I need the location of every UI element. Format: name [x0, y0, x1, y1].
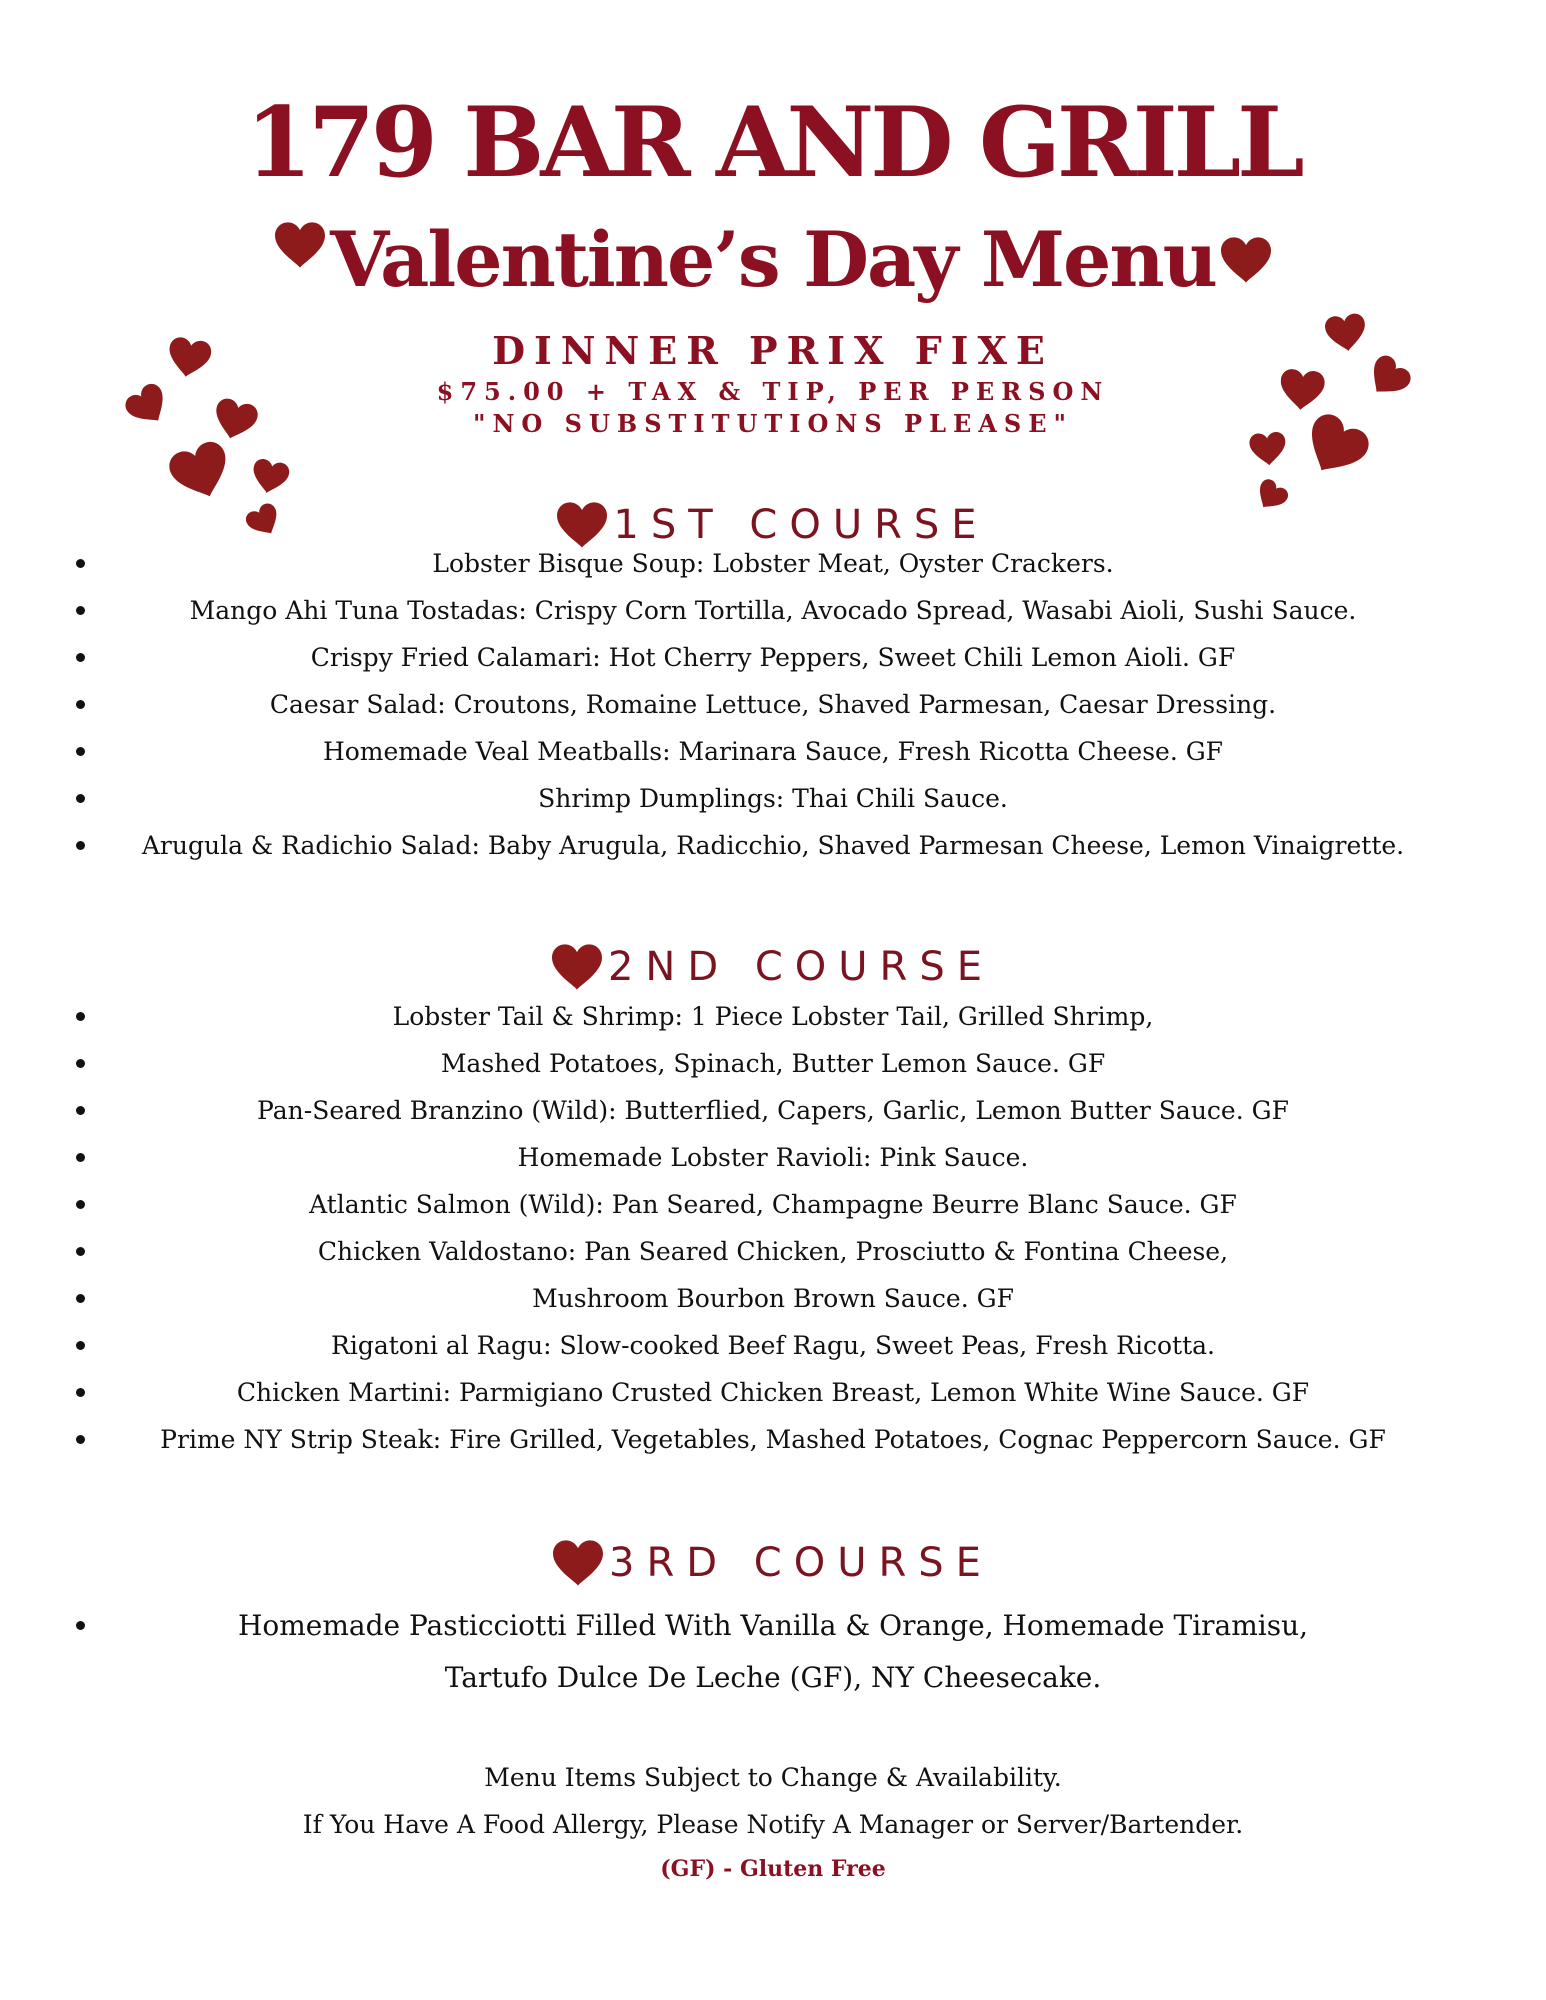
- course-heading-2: [0, 944, 1546, 990]
- heart-icon: [1278, 368, 1325, 412]
- heart-icon: [1324, 311, 1369, 354]
- heart-icon: [165, 335, 213, 382]
- menu-item: Crispy Fried Calamari: Hot Cherry Peppers, Sweet Chili Lemon Aioli. GF: [0, 634, 1546, 681]
- menu-item: Mango Ahi Tuna Tostadas: Crispy Corn Tortilla, Avocado Spread, Wasabi Aioli, Sushi Sauce.: [0, 587, 1546, 634]
- heart-icon: [275, 222, 325, 268]
- subtitle-row: [0, 215, 1546, 304]
- heart-icon: [553, 1540, 603, 1586]
- course-label: 3RD COURSE: [609, 1540, 993, 1586]
- course-3-items: [0, 1600, 1546, 1652]
- course-1-items: [0, 540, 1546, 869]
- menu-item: Chicken Valdostano: Pan Seared Chicken, Prosciutto & Fontina Cheese,: [0, 1228, 1546, 1275]
- heart-icon: [1249, 430, 1288, 467]
- menu-item: Lobster Bisque Soup: Lobster Meat, Oyster Crackers.: [0, 540, 1546, 587]
- course-heading-3: [0, 1540, 1546, 1586]
- menu-item: Pan-Seared Branzino (Wild): Butterflied, Capers, Garlic, Lemon Butter Sauce. GF: [0, 1087, 1546, 1134]
- menu-item: Homemade Pasticciotti Filled With Vanilla & Orange, Homemade Tiramisu,: [0, 1600, 1546, 1652]
- prix-fixe-heading: DINNER PRIX FIXE: [492, 328, 1054, 373]
- heart-icon: [249, 457, 291, 498]
- restaurant-title: 179 BAR AND GRILL: [245, 86, 1301, 199]
- heart-icon: [165, 438, 237, 507]
- menu-item: Mushroom Bourbon Brown Sauce. GF: [0, 1275, 1546, 1322]
- heart-icon: [1221, 237, 1271, 283]
- course-label: 1ST COURSE: [613, 502, 989, 548]
- menu-item: Caesar Salad: Croutons, Romaine Lettuce, Shaved Parmesan, Caesar Dressing.: [0, 681, 1546, 728]
- menu-subtitle: Valentine’s Day Menu: [330, 215, 1216, 304]
- menu-item-continuation: Tartufo Dulce De Leche (GF), NY Cheesecake.: [444, 1661, 1102, 1694]
- course-label: 2ND COURSE: [607, 944, 995, 990]
- course-2-items: [0, 993, 1546, 1463]
- menu-item: Arugula & Radichio Salad: Baby Arugula, Radicchio, Shaved Parmesan Cheese, Lemon Vinaigrette.: [0, 822, 1546, 869]
- menu-item: Prime NY Strip Steak: Fire Grilled, Vegetables, Mashed Potatoes, Cognac Peppercorn Sauce. GF: [0, 1416, 1546, 1463]
- menu-item: Homemade Veal Meatballs: Marinara Sauce, Fresh Ricotta Cheese. GF: [0, 728, 1546, 775]
- menu-item: Chicken Martini: Parmigiano Crusted Chicken Breast, Lemon White Wine Sauce. GF: [0, 1369, 1546, 1416]
- menu-item: Shrimp Dumplings: Thai Chili Sauce.: [0, 775, 1546, 822]
- price-line: $75.00 + TAX & TIP, PER PERSON: [436, 377, 1110, 406]
- gluten-free-legend: (GF) - Gluten Free: [660, 1856, 886, 1882]
- no-substitutions-note: "NO SUBSTITUTIONS PLEASE": [472, 409, 1074, 438]
- heart-icon: [552, 944, 602, 990]
- menu-item: Mashed Potatoes, Spinach, Butter Lemon Sauce. GF: [0, 1040, 1546, 1087]
- menu-item: Homemade Lobster Ravioli: Pink Sauce.: [0, 1134, 1546, 1181]
- availability-note: Menu Items Subject to Change & Availability.: [484, 1763, 1062, 1792]
- allergy-note: If You Have A Food Allergy, Please Notify A Manager or Server/Bartender.: [302, 1810, 1244, 1839]
- menu-item: Rigatoni al Ragu: Slow-cooked Beef Ragu, Sweet Peas, Fresh Ricotta.: [0, 1322, 1546, 1369]
- menu-item: Lobster Tail & Shrimp: 1 Piece Lobster Tail, Grilled Shrimp,: [0, 993, 1546, 1040]
- menu-item: Atlantic Salmon (Wild): Pan Seared, Champagne Beurre Blanc Sauce. GF: [0, 1181, 1546, 1228]
